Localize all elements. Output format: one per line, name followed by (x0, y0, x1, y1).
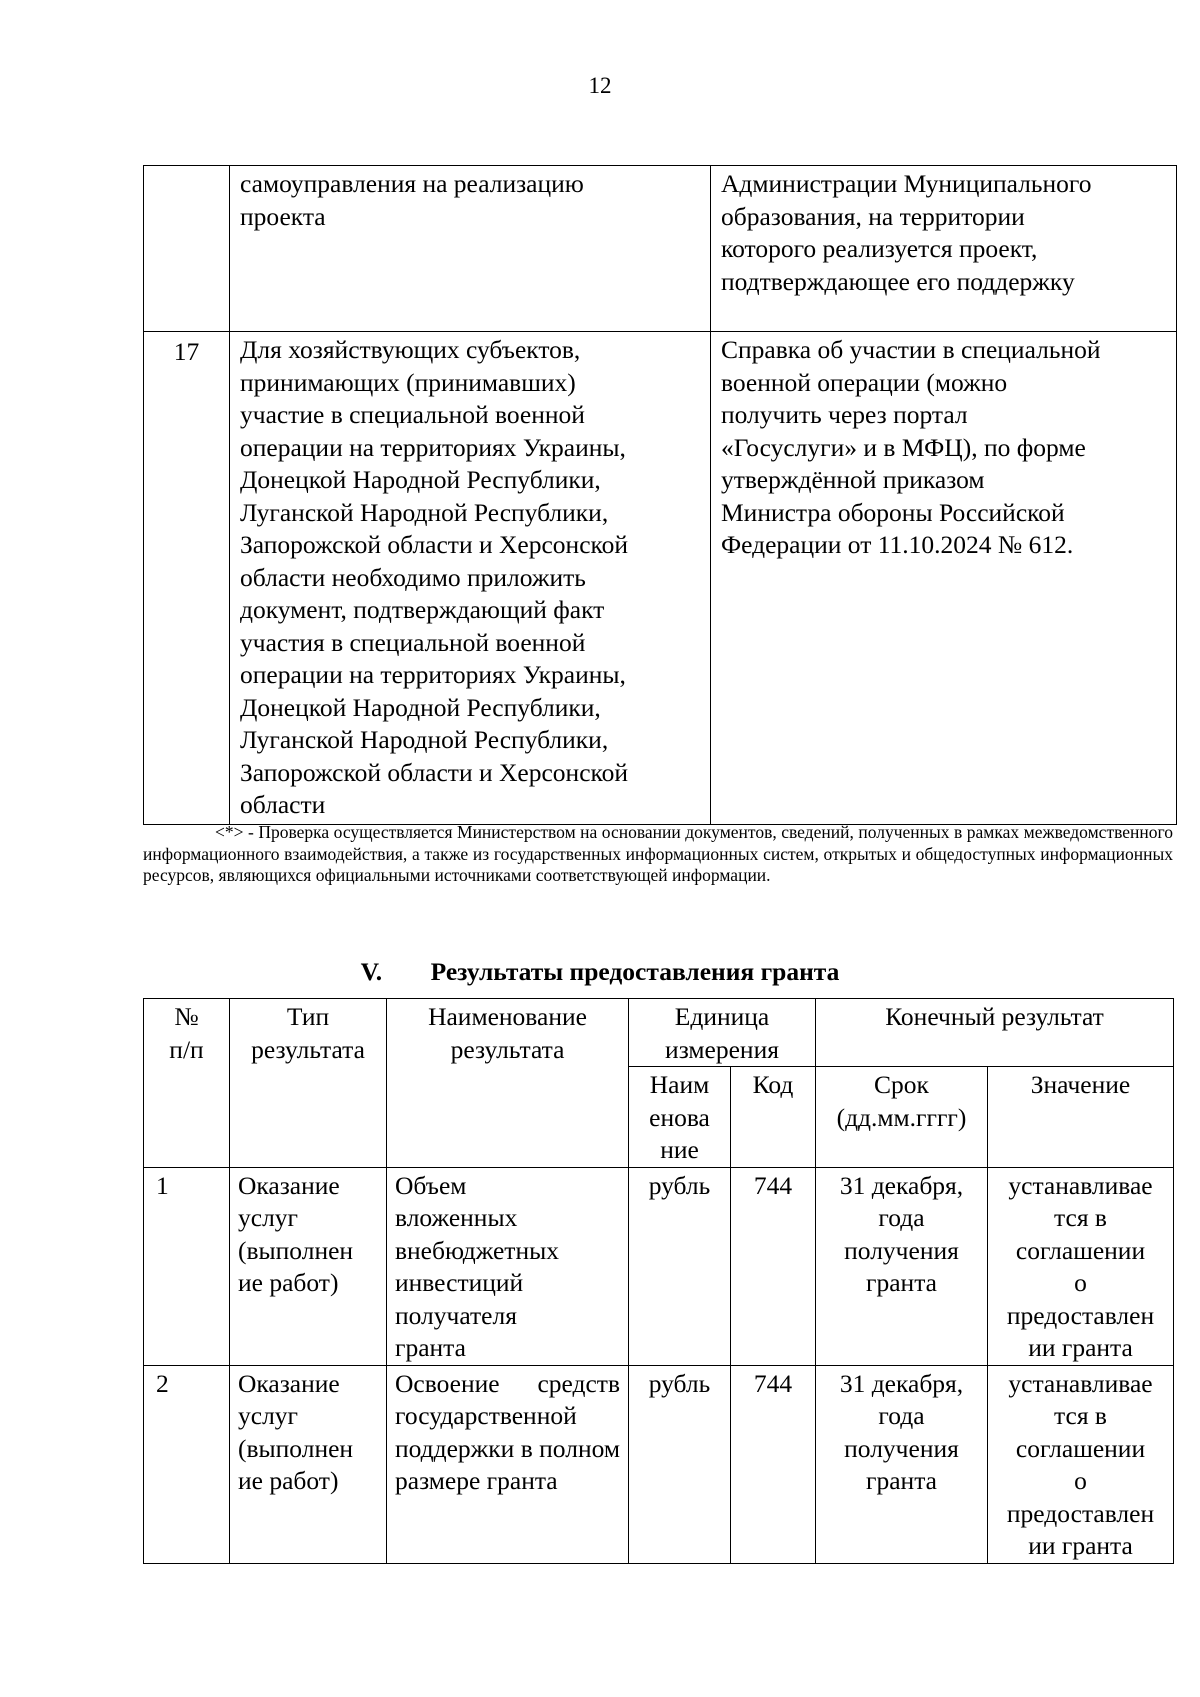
header-unit-code: Код (731, 1067, 816, 1168)
header-unit-name: Наим енова ние (629, 1067, 731, 1168)
result-value: устанавливае тся в соглашении о предоставлен ии гранта (988, 1167, 1174, 1365)
result-unit-name: рубль (629, 1167, 731, 1365)
table-row (144, 166, 1177, 332)
result-value: устанавливае тся в соглашении о предоставлен ии гранта (988, 1365, 1174, 1563)
header-final-result: Конечный результат (816, 999, 1174, 1067)
footnote: <*> - Проверка осуществляется Министерством на основании документов, сведений, полученных в рамках межведомственного информационного взаимодействия, а также из государственных информационных систем, открытых и общедоступных информационных ресурсов, являющихся официальными источниками соответствующей информации. (143, 822, 1173, 885)
section-title: Результаты предоставления гранта (430, 957, 840, 986)
result-unit-code: 744 (731, 1365, 816, 1563)
header-type: Тип результата (230, 999, 387, 1168)
header-no: № п/п (144, 999, 230, 1168)
result-no: 1 (144, 1167, 230, 1365)
requirement-text: самоуправления на реализацию проекта (230, 166, 711, 332)
result-term: 31 декабря, года получения гранта (816, 1167, 988, 1365)
table-row (144, 1167, 1174, 1365)
page-number: 12 (588, 73, 612, 98)
table-row (144, 332, 1177, 825)
header-name: Наименование результата (387, 999, 629, 1168)
result-type: Оказание услуг (выполнен ие работ) (230, 1167, 387, 1365)
result-no: 2 (144, 1365, 230, 1563)
result-term: 31 декабря, года получения гранта (816, 1365, 988, 1563)
requirements-table (143, 165, 1177, 825)
result-unit-code: 744 (731, 1167, 816, 1365)
result-unit-name: рубль (629, 1365, 731, 1563)
row-number (144, 166, 230, 332)
table-row (144, 1365, 1174, 1563)
header-unit: Единица измерения (629, 999, 816, 1067)
document-text: Справка об участии в специальной военной операции (можно получить через портал «Госуслуги» и в МФЦ), по форме утверждённой приказом Министра обороны Российской Федерации от 11.10.2024 № 612. (711, 332, 1177, 825)
result-name: Объем вложенных внебюджетных инвестиций получателя гранта (387, 1167, 629, 1365)
result-name: Освоение средств государственной поддержки в полном размере гранта (387, 1365, 629, 1563)
section-heading (0, 956, 1200, 988)
result-type: Оказание услуг (выполнен ие работ) (230, 1365, 387, 1563)
header-row (144, 999, 1174, 1067)
section-number: V. (360, 957, 383, 986)
results-table (143, 998, 1174, 1564)
document-text: Администрации Муниципального образования, на территории которого реализуется проект, подтверждающее его поддержку (711, 166, 1177, 332)
header-value: Значение (988, 1067, 1174, 1168)
requirement-text: Для хозяйствующих субъектов, принимающих (принимавших) участие в специальной военной операции на территориях Украины, Донецкой Народной Республики, Луганской Народной Республики, Запорожской области и Херсонской области необходимо приложить документ, подтверждающий факт участия в специальной военной операции на территориях Украины, Донецкой Народной Республики, Луганской Народной Республики, Запорожской области и Херсонской области (230, 332, 711, 825)
row-number: 17 (144, 332, 230, 825)
header-term: Срок (дд.мм.гггг) (816, 1067, 988, 1168)
